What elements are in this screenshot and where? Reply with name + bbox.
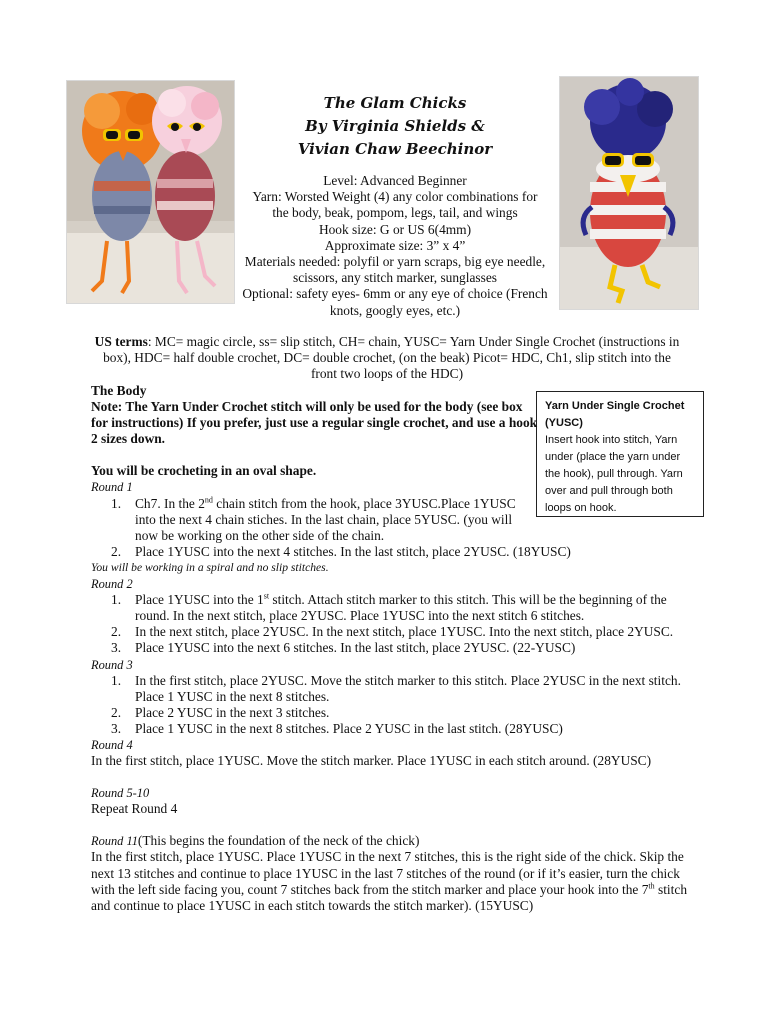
round-text: and continue to place 1YUSC in each stitch towards the stitch marker). (15YUSC) — [91, 897, 534, 913]
round-11-header — [91, 833, 691, 849]
step-text: Place 1 YUSC in the next 8 stitches. — [135, 688, 330, 704]
step-text: chain stitch from the hook, place 3YUSC.Place 1YUSC — [212, 495, 516, 511]
spec-line: Approximate size: 3” x 4” — [324, 237, 466, 253]
note-line: for instructions) If you prefer, just use a regular single crochet, and use a hook — [91, 415, 538, 431]
round-text: stitch — [654, 881, 688, 897]
ordinal-suffix: st — [263, 591, 270, 601]
list-number: 1. — [111, 672, 122, 688]
step-text: In the next stitch, place 2YUSC. In the next stitch, place 1YUSC. Into the next stitch, place 2YUSC. — [135, 624, 674, 640]
round-note: (This begins the foundation of the neck of the chick) — [137, 833, 420, 849]
photo-two-glam-chicks — [66, 80, 235, 304]
step-text: Ch7. In the 2 — [135, 495, 205, 511]
step-text: Place 1YUSC into the next 4 stitches. In the last stitch, place 2YUSC. (18YUSC) — [135, 543, 571, 559]
list-item — [91, 592, 691, 624]
box-line: over and pull through both — [545, 485, 673, 497]
list-number: 3. — [111, 640, 122, 656]
step-text: into the next 4 chain stiches. In the last chain, place 5YUSC. (you will — [135, 511, 513, 527]
pattern-specs — [238, 173, 552, 319]
round-label: Round 1 — [91, 480, 133, 495]
terms-line: front two loops of the HDC) — [310, 366, 464, 382]
box-title: Yarn Under Single Crochet — [545, 400, 685, 412]
list-item — [91, 544, 691, 560]
step-text: Place 2 YUSC in the next 3 stitches. — [135, 704, 330, 720]
list-number: 1. — [111, 592, 122, 608]
terms-label: US terms — [94, 334, 148, 349]
author-line: By Virginia Shields & — [305, 117, 485, 135]
list-item — [91, 721, 691, 737]
document-title — [240, 92, 550, 161]
body-instructions — [91, 383, 691, 914]
round-text-line — [91, 882, 691, 898]
list-number: 2. — [111, 624, 122, 640]
list-number: 2. — [111, 543, 122, 559]
step-text: In the first stitch, place 2YUSC. Move the stitch marker to this stitch. Place 2YUSC in the next stitch. — [135, 672, 681, 688]
us-terms — [92, 334, 682, 383]
round-label: Round 2 — [91, 577, 133, 592]
spec-line: scissors, any stitch marker, sunglasses — [292, 270, 497, 286]
round-text: Repeat Round 4 — [91, 801, 178, 817]
box-line: the hook), pull through. Yarn — [545, 468, 683, 480]
box-title: (YUSC) — [545, 417, 583, 429]
box-line: under (place the yarn under — [545, 451, 681, 463]
ordinal-suffix: th — [648, 881, 655, 891]
round-1-steps — [91, 496, 691, 560]
spec-line: Yarn: Worsted Weight (4) any color combinations for — [252, 189, 538, 205]
list-number: 1. — [111, 495, 122, 511]
spec-line: Hook size: G or US 6(4mm) — [318, 221, 472, 237]
spec-line: Optional: safety eyes- 6mm or any eye of choice (French — [242, 286, 548, 302]
list-item — [91, 624, 691, 640]
step-text: Place 1YUSC into the next 6 stitches. In the last stitch, place 2YUSC. (22-YUSC) — [135, 640, 576, 656]
step-text: Place 1 YUSC in the next 8 stitches. Place 2 YUSC in the last stitch. (28YUSC) — [135, 720, 563, 736]
round-label: Round 4 — [91, 737, 133, 752]
spec-line: the body, beak, pompom, legs, tail, and wings — [272, 205, 518, 221]
round-label: Round 5-10 — [91, 786, 150, 801]
author-line: Vivian Chaw Beechinor — [297, 140, 493, 158]
list-item — [91, 496, 691, 544]
terms-line — [92, 334, 682, 350]
note-line: Note: The Yarn Under Crochet stitch will only be used for the body (see box — [91, 399, 523, 415]
step-text: now be working on the other side of the chain. — [135, 527, 385, 543]
spec-line: Materials needed: polyfil or yarn scraps, big eye needle, — [244, 254, 546, 270]
step-text: round. In the next stitch, place 2YUSC. Place 1YUSC into the next stitch 6 stitches. — [135, 608, 585, 624]
list-number: 2. — [111, 704, 122, 720]
box-line: loops on hook. — [545, 502, 617, 514]
section-heading: The Body — [91, 383, 147, 398]
ordinal-suffix: nd — [204, 495, 213, 505]
photo-navy-glam-chick — [559, 76, 699, 310]
round-2-steps — [91, 592, 691, 656]
title-line: The Glam Chicks — [323, 94, 467, 112]
note-line: 2 sizes down. — [91, 431, 166, 447]
box-line: Insert hook into stitch, Yarn — [545, 434, 678, 446]
list-number: 3. — [111, 720, 122, 736]
step-text: stitch. Attach stitch marker to this stitch. This will be the beginning of the — [269, 592, 667, 608]
round-text: In the first stitch, place 1YUSC. Move the stitch marker. Place 1YUSC in each stitch around. (28YUSC) — [91, 753, 652, 769]
terms-line: box), HDC= half double crochet, DC= double crochet, (on the beak) Picot= HDC, Ch1, slip stitch into the — [103, 350, 671, 366]
round-text: with the left side facing you, count 7 stitches back from the stitch marker and place your hook into the 7 — [91, 881, 649, 897]
spiral-note: You will be working in a spiral and no slip stitches. — [91, 560, 329, 574]
round-text: In the first stitch, place 1YUSC. Place 1YUSC in the next 7 stitches, this is the right side of the chick. Skip the — [91, 849, 684, 865]
round-3-steps — [91, 673, 691, 737]
terms-text: : MC= magic circle, ss= slip stitch, CH= chain, YUSC= Yarn Under Single Crochet (instructions in — [147, 334, 680, 349]
round-text: next 13 stitches and continue to place 1YUSC in the last 7 stitches of the round (or if it’s easier, turn the chick — [91, 865, 680, 881]
list-item — [91, 640, 691, 656]
step-text: Place 1YUSC into the 1 — [135, 592, 264, 608]
spec-line: Level: Advanced Beginner — [323, 173, 467, 188]
round-label: Round 3 — [91, 657, 133, 672]
round-label: Round 11 — [91, 834, 138, 849]
list-item — [91, 705, 691, 721]
list-item — [91, 673, 691, 705]
spec-line: knots, googly eyes, etc.) — [329, 302, 461, 318]
oval-note: You will be crocheting in an oval shape. — [91, 463, 317, 479]
